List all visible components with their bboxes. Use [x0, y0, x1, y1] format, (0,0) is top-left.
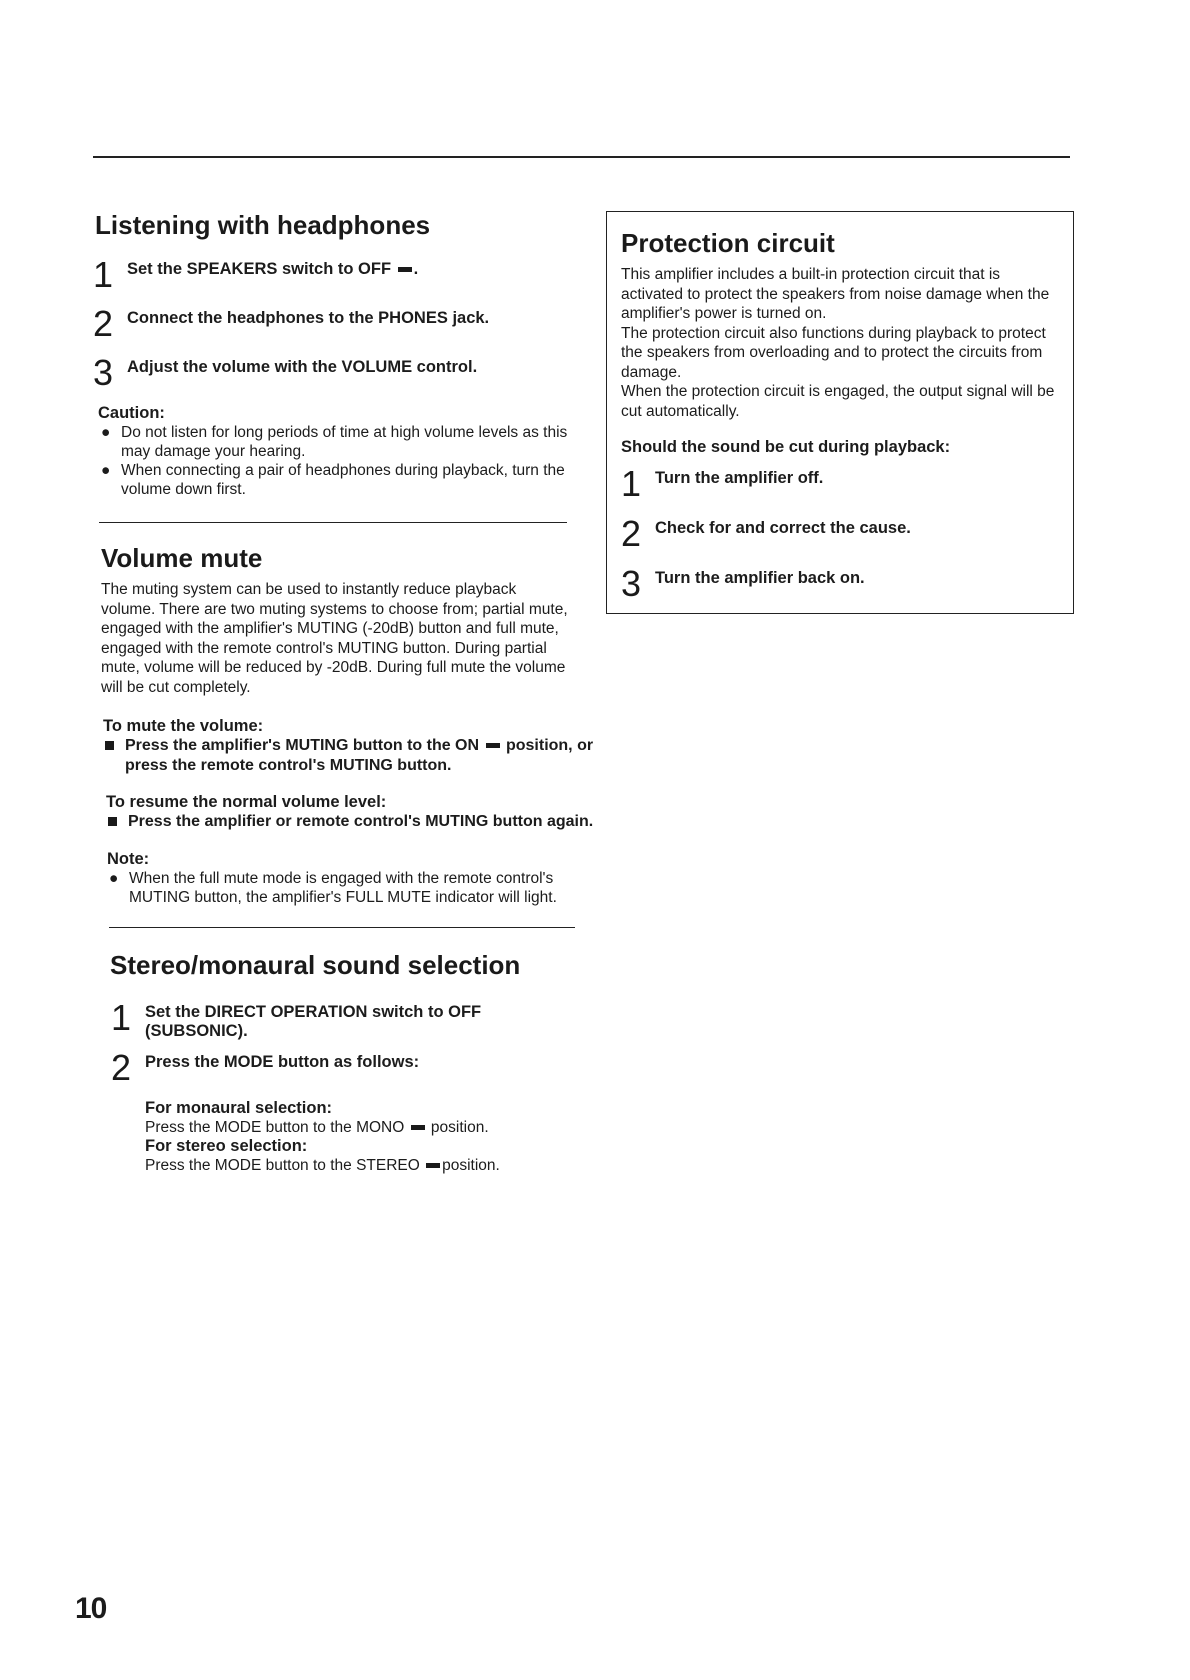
- step-text: Connect the headphones to the PHONES jack.: [127, 309, 490, 327]
- mono-instruction: Press the MODE button to the MONO position.: [145, 1118, 489, 1136]
- section-divider: [99, 522, 567, 523]
- section-title-stereo-monaural: Stereo/monaural sound selection: [110, 949, 521, 980]
- headphones-step-1: 1 Set the SPEAKERS switch to OFF .: [93, 254, 419, 295]
- sound-cut-label: Should the sound be cut during playback:: [621, 438, 951, 456]
- step-text: Press the MODE button as follows:: [145, 1052, 420, 1071]
- headphones-step-2: [93, 303, 575, 344]
- protection-paragraph-1: This amplifier includes a built-in protection circuit that is activated to protect the speakers from noise damage when the amplifier's power is turned on.: [621, 266, 1050, 322]
- volume-mute-description: The muting system can be used to instantly reduce playback volume. There are two muting systems to choose from; partial mute, engaged with the amplifier's MUTING (-20dB) button and full mute, engaged with the remote control's MUTING button. During partial mute, volume will be reduced by -20dB. During full mute the volume will be cut completely.: [101, 581, 568, 696]
- page-number: 10: [75, 1592, 107, 1625]
- resume-label: To resume the normal volume level:: [106, 793, 387, 811]
- step-text: Adjust the volume with the VOLUME control.: [127, 358, 478, 376]
- step-number: 3: [93, 352, 114, 393]
- switch-position-mark: [411, 1125, 425, 1130]
- top-rule: [93, 156, 1070, 158]
- section-title-volume-mute: Volume mute: [101, 543, 263, 573]
- note-label: Note:: [107, 849, 150, 868]
- square-bullet: [105, 741, 114, 750]
- switch-position-mark: [426, 1163, 440, 1168]
- headphones-step-3: [93, 352, 575, 393]
- step-number: 2: [621, 513, 642, 554]
- switch-position-mark: [398, 267, 412, 272]
- step-number: 1: [621, 463, 642, 504]
- step-text: Set the SPEAKERS switch to OFF: [127, 260, 392, 278]
- to-mute-instruction: Press the amplifier's MUTING button to the ON position, or press the remote control's MUTING button.: [103, 736, 595, 775]
- protection-circuit-box: [606, 211, 1074, 614]
- mode-selection-block: [145, 1099, 575, 1176]
- note-list: [107, 869, 577, 907]
- note-item: ● When the full mute mode is engaged with the remote control's MUTING button, the amplifier's FULL MUTE indicator will light.: [109, 869, 557, 906]
- to-mute-label: To mute the volume:: [103, 717, 264, 735]
- mono-label: For monaural selection:: [145, 1098, 333, 1117]
- protection-paragraph-2: The protection circuit also functions during playback to protect the speakers from overloading and to protect the circuits from damage.: [621, 324, 1046, 381]
- protection-step-1: [621, 463, 1059, 504]
- caution-list: [99, 423, 569, 499]
- step-text: Turn the amplifier off.: [655, 469, 824, 487]
- section-title-headphones: Listening with headphones: [95, 210, 431, 240]
- step-text: Set the DIRECT OPERATION switch to OFF (SUBSONIC).: [145, 1002, 482, 1040]
- protection-paragraph-3: When the protection circuit is engaged, the output signal will be cut automatically.: [621, 383, 1055, 420]
- step-text: Check for and correct the cause.: [655, 519, 911, 537]
- step-number: 3: [621, 563, 642, 604]
- step-number: 2: [93, 303, 114, 344]
- caution-item: ● Do not listen for long periods of time at high volume levels as this may damage your hearing.: [101, 424, 568, 460]
- protection-step-2: [621, 513, 1059, 554]
- stereo-label: For stereo selection:: [145, 1137, 308, 1155]
- section-divider: [109, 927, 575, 928]
- stereo-step-1: [111, 996, 575, 1041]
- square-bullet: [108, 817, 117, 826]
- resume-instruction: Press the amplifier or remote control's MUTING button again.: [106, 812, 598, 832]
- stereo-step-2: [111, 1046, 575, 1088]
- step-number: 1: [93, 254, 114, 295]
- caution-item: ● When connecting a pair of headphones during playback, turn the volume down first.: [101, 462, 565, 498]
- switch-position-mark: [486, 743, 500, 748]
- stereo-instruction: Press the MODE button to the STEREO position.: [145, 1157, 500, 1174]
- step-number: 2: [111, 1046, 132, 1088]
- step-number: 1: [111, 996, 132, 1038]
- section-title-protection-circuit: Protection circuit: [621, 228, 835, 258]
- step-text: Turn the amplifier back on.: [655, 569, 865, 587]
- left-column: [93, 210, 594, 1176]
- caution-label: Caution:: [98, 404, 165, 422]
- protection-step-3: [621, 563, 1059, 604]
